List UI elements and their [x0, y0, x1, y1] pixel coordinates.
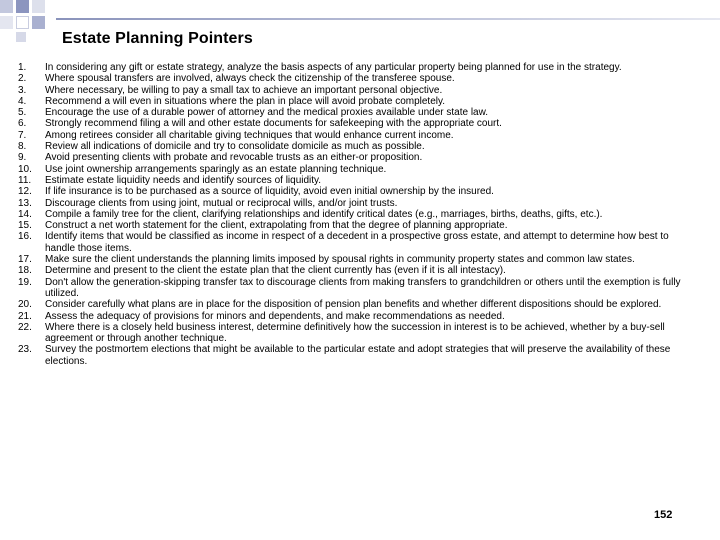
list-item-text: Where necessary, be willing to pay a small tax to achieve an important personal objective.: [45, 84, 443, 96]
list-item-number: 16.: [18, 231, 32, 243]
list-item-number: 12.: [18, 186, 32, 198]
list-item: [18, 96, 694, 107]
list-item-number: 7.: [18, 129, 27, 141]
list-item-text: Compile a family tree for the client, clarifying relationships and identify critical dates (e.g., marriages, births, deaths, gifts, etc.).: [45, 208, 603, 220]
list-item: [18, 62, 694, 73]
list-item-text: Don't allow the generation-skipping transfer tax to discourage clients from making transfers to grandchildren or others until the exemption is fully utilized.: [45, 276, 681, 299]
page-number: 152: [654, 509, 673, 521]
list-item: [18, 130, 694, 141]
list-item-number: 10.: [18, 163, 32, 175]
list-item-number: 1.: [18, 62, 27, 73]
list-item-number: 14.: [18, 208, 32, 220]
list-item-number: 18.: [18, 265, 32, 277]
list-item-text: Make sure the client understands the planning limits imposed by spousal rights in community property states and common law states.: [45, 254, 635, 266]
list-item-number: 22.: [18, 321, 32, 333]
list-item: [18, 152, 694, 163]
list-item-text: Estimate estate liquidity needs and identify sources of liquidity.: [45, 174, 322, 186]
list-item-number: 15.: [18, 220, 32, 232]
list-item-number: 13.: [18, 197, 32, 209]
list-item-text: Consider carefully what plans are in place for the disposition of pension plan benefits and whether different dispositions should be explored.: [45, 299, 662, 311]
list-item-number: 6.: [18, 118, 27, 130]
list-item-text: Construct a net worth statement for the client, extrapolating from that the degree of planning appropriate.: [45, 220, 508, 232]
list-item-number: 11.: [18, 174, 32, 186]
list-item: [18, 73, 694, 84]
list-item-number: 2.: [18, 73, 27, 85]
list-item-text: Discourage clients from using joint, mutual or reciprocal wills, and/or joint trusts.: [45, 197, 398, 209]
list-item: [18, 164, 694, 175]
list-item-text: Assess the adequacy of provisions for minors and dependents, and make recommendations as needed.: [45, 310, 505, 322]
list-item: [18, 254, 694, 265]
list-item-text: In considering any gift or estate strategy, analyze the basis aspects of any particular property being planned for use in the strategy.: [45, 62, 622, 73]
list-item-text: Determine and present to the client the estate plan that the client currently has (even if it is all intestacy).: [45, 265, 506, 277]
list-item-number: 23.: [18, 344, 32, 356]
list-item-text: Use joint ownership arrangements sparingly as an estate planning technique.: [45, 163, 387, 175]
list-item: [18, 198, 694, 209]
pointers-list: [18, 62, 694, 367]
list-item: [18, 209, 694, 220]
list-item: [18, 265, 694, 276]
page-title: Estate Planning Pointers: [62, 30, 253, 47]
list-item: [18, 118, 694, 129]
list-item-number: 5.: [18, 107, 27, 119]
list-item: [18, 186, 694, 197]
list-item: [18, 175, 694, 186]
list-item-text: Identify items that would be classified as income in respect of a decedent in a prospective gross estate, and attempt to determine how best to handle those items.: [45, 231, 669, 254]
list-item-text: Survey the postmortem elections that might be available to the particular estate and adopt strategies that will preserve the availability of these elections.: [45, 344, 671, 367]
list-item-text: Where spousal transfers are involved, always check the citizenship of the transferee spouse.: [45, 73, 455, 85]
list-item-number: 19.: [18, 276, 32, 288]
list-item: [18, 277, 694, 300]
list-item: [18, 231, 694, 254]
list-item: [18, 141, 694, 152]
list-item-number: 17.: [18, 254, 32, 266]
list-item-number: 8.: [18, 141, 27, 153]
list-item-text: Encourage the use of a durable power of attorney and the medical proxies available under state law.: [45, 107, 489, 119]
list-item: [18, 299, 694, 310]
list-item-text: Avoid presenting clients with probate and revocable trusts as an either-or proposition.: [45, 152, 423, 164]
list-item: [18, 107, 694, 118]
list-item-text: Strongly recommend filing a will and other estate documents for safekeeping with the appropriate court.: [45, 118, 502, 130]
list-item-text: If life insurance is to be purchased as a source of liquidity, avoid even initial ownership by the insured.: [45, 186, 494, 198]
list-item-number: 9.: [18, 152, 27, 164]
list-item: [18, 311, 694, 322]
list-item-number: 4.: [18, 95, 27, 107]
list-item-number: 21.: [18, 310, 32, 322]
list-item: [18, 344, 694, 367]
list-item-number: 3.: [18, 84, 27, 96]
list-item: [18, 220, 694, 231]
list-item-number: 20.: [18, 299, 32, 311]
list-item: [18, 322, 694, 345]
list-item-text: Review all indications of domicile and try to consolidate domicile as much as possible.: [45, 141, 425, 153]
list-item-text: Among retirees consider all charitable giving techniques that would enhance current income.: [45, 129, 454, 141]
list-item: [18, 85, 694, 96]
list-item-text: Recommend a will even in situations where the plan in place will avoid probate completely.: [45, 95, 446, 107]
list-item-text: Where there is a closely held business interest, determine definitively how the succession in interest is to be achieved, whether by a buy-sell agreement or through another technique.: [45, 321, 665, 345]
